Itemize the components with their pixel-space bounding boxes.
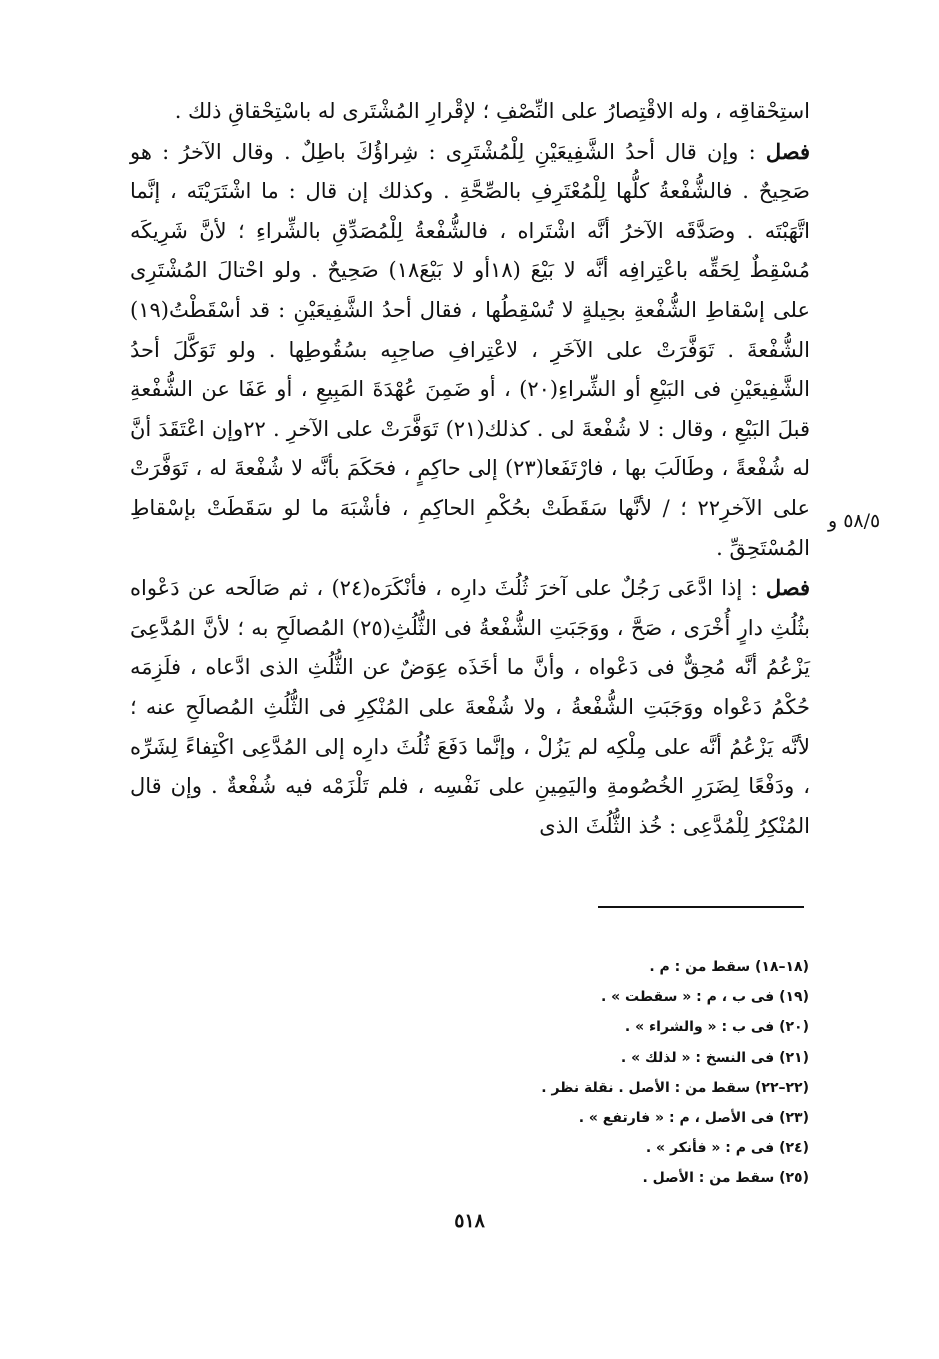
footnote-separator-rule [598,906,804,908]
paragraph-1-text: استِحْقاقِه ، وله الاقْتِصارُ على النِّصْفِ ؛ لإقْرارِ المُشْتَرى له باسْتِحْقاقِ ذلك . [174,99,810,123]
footnote: (٢٥) سقط من : الأصل . [642,1170,809,1187]
paragraph-3 [130,568,810,846]
paragraph-2 [130,132,810,569]
section-heading-fasl: فصل [765,138,810,164]
paragraph-1 [130,92,810,132]
footnote: (٢٤) فى م : « فأنكر » . [645,1140,809,1157]
page-number: ٥١٨ [454,1210,485,1232]
main-text-body [130,92,810,846]
section-heading-fasl: فصل [765,575,810,601]
paragraph-3-text: : إذا ادَّعَى رَجُلٌ على آخرَ ثُلُثَ دارِه ، فأنْكَرَه(٢٤) ، ثم صَالَحه عن دَعْواه بثُلُثِ دارٍ أُخْرَى ، صَحَّ ، ووَجَبَتِ الشُّفْعةُ فى الثُّلُثِ(٢٥) المُصالَحِ به ؛ لأنَّ المُدَّعِىَ يَزْعُمُ أنَّه مُحِقٌّ فى دَعْواه ، وأنَّ ما أخَذَه عِوَضٌ عن الثُّلُثِ الذى ادَّعاه ، فلَزِمَه حُكْمُ دَعْواه ووَجَبَتِ الشُّفْعةُ ، ولا شُفْعةَ على المُنْكِرِ فى الثُّلُثِ المُصالَحِ عنه ؛ لأنَّه يَزْعُمُ أنَّه على مِلْكِه لم يَزُلْ ، وإنَّما دَفَعَ ثُلُثَ دارِه إلى المُدَّعِى اكْتِفاءً لِشَرِّه ، ودَفْعًا لِضَرَرِ الخُصُومةِ واليَمِينِ على نَفْسِه ، فلم تَلْزَمْه فيه شُفْعةٌ . وإن قال المُنْكِرُ لِلْمُدَّعِى : خُذ الثُّلُثَ الذى [130,576,810,838]
footnote: (١٩) فى ب ، م : « سقطت » . [600,989,809,1006]
footnote: (٢١) فى النسخ : « لذلك » . [620,1049,809,1066]
paragraph-2-text: : وإن قال أحدُ الشَّفِيعَيْنِ لِلْمُشْتَرِى : شِراؤُكَ باطِلٌ . وقال الآخرُ : هو صَحِيحٌ . فالشُّفْعةُ كلُّها لِلْمُعْتَرِفِ بالصِّحَّةِ . وكذلك إن قال : ما اشْتَرَيْتَه ، إنَّما اتَّهَبْتَه . وصَدَّقَه الآخرُ أنَّه اشْتَراه ، فالشُّفْعةُ لِلْمُصَدِّقِ بالشِّراءِ ؛ لأنَّ شَرِيكَه مُسْقِطٌ لِحَقِّه باعْتِرافِه أنَّه لا بَيْعَ (١٨أو لا بَيْعَ١٨) صَحِيحٌ . ولو احْتالَ المُشْتَرِى على إسْقاطِ الشُّفْعةِ بحِيلةٍ لا تُسْقِطُها ، فقال أحدُ الشَّفِيعَيْنِ : قد أسْقَطْتُ(١٩) الشُّفْعةَ . تَوَفَّرَتْ على الآخَرِ ، لاعْتِرافِ صاحِبِه بسُقُوطِها . ولو تَوَكَّلَ أحدُ الشَّفِيعَيْنِ فى البَيْعِ أو الشِّراءِ(٢٠) ، أو ضَمِنَ عُهْدَةَ المَبِيعِ ، أو عَفَا عن الشُّفْعةِ قبلَ البَيْعِ ، وقال : لا شُفْعةَ لى . كذلك(٢١) تَوَفَّرَتْ على الآخرِ . ٢٢وإن اعْتَقَدَ أنَّ له شُفْعةً ، وطَالَبَ بها ، فارْتَفَعا(٢٣) إلى حاكِمٍ ، فحَكَمَ بأنَّه لا شُفْعةَ له ، تَوَفَّرَتْ على الآخرِ٢٢ ؛ / لأنَّها سَقَطَتْ بحُكْمِ الحاكِمِ ، فأشْبَهَ ما لو سَقَطَتْ بإسْقاطِ المُسْتَحِقِّ . [130,139,811,560]
footnote: (١٨–١٨) سقط من : م . [649,959,809,975]
footnotes-list [541,952,809,1194]
manuscript-folio-marker: ٥٨/٥ و [828,510,881,532]
footnote: (٢٠) فى ب : « والشراء » . [624,1019,809,1036]
footnote: (٢٢–٢٢) سقط من : الأصل . نقلة نظر . [541,1079,809,1096]
footnote: (٢٣) فى الأصل ، م : « فارتفع » . [578,1110,809,1127]
